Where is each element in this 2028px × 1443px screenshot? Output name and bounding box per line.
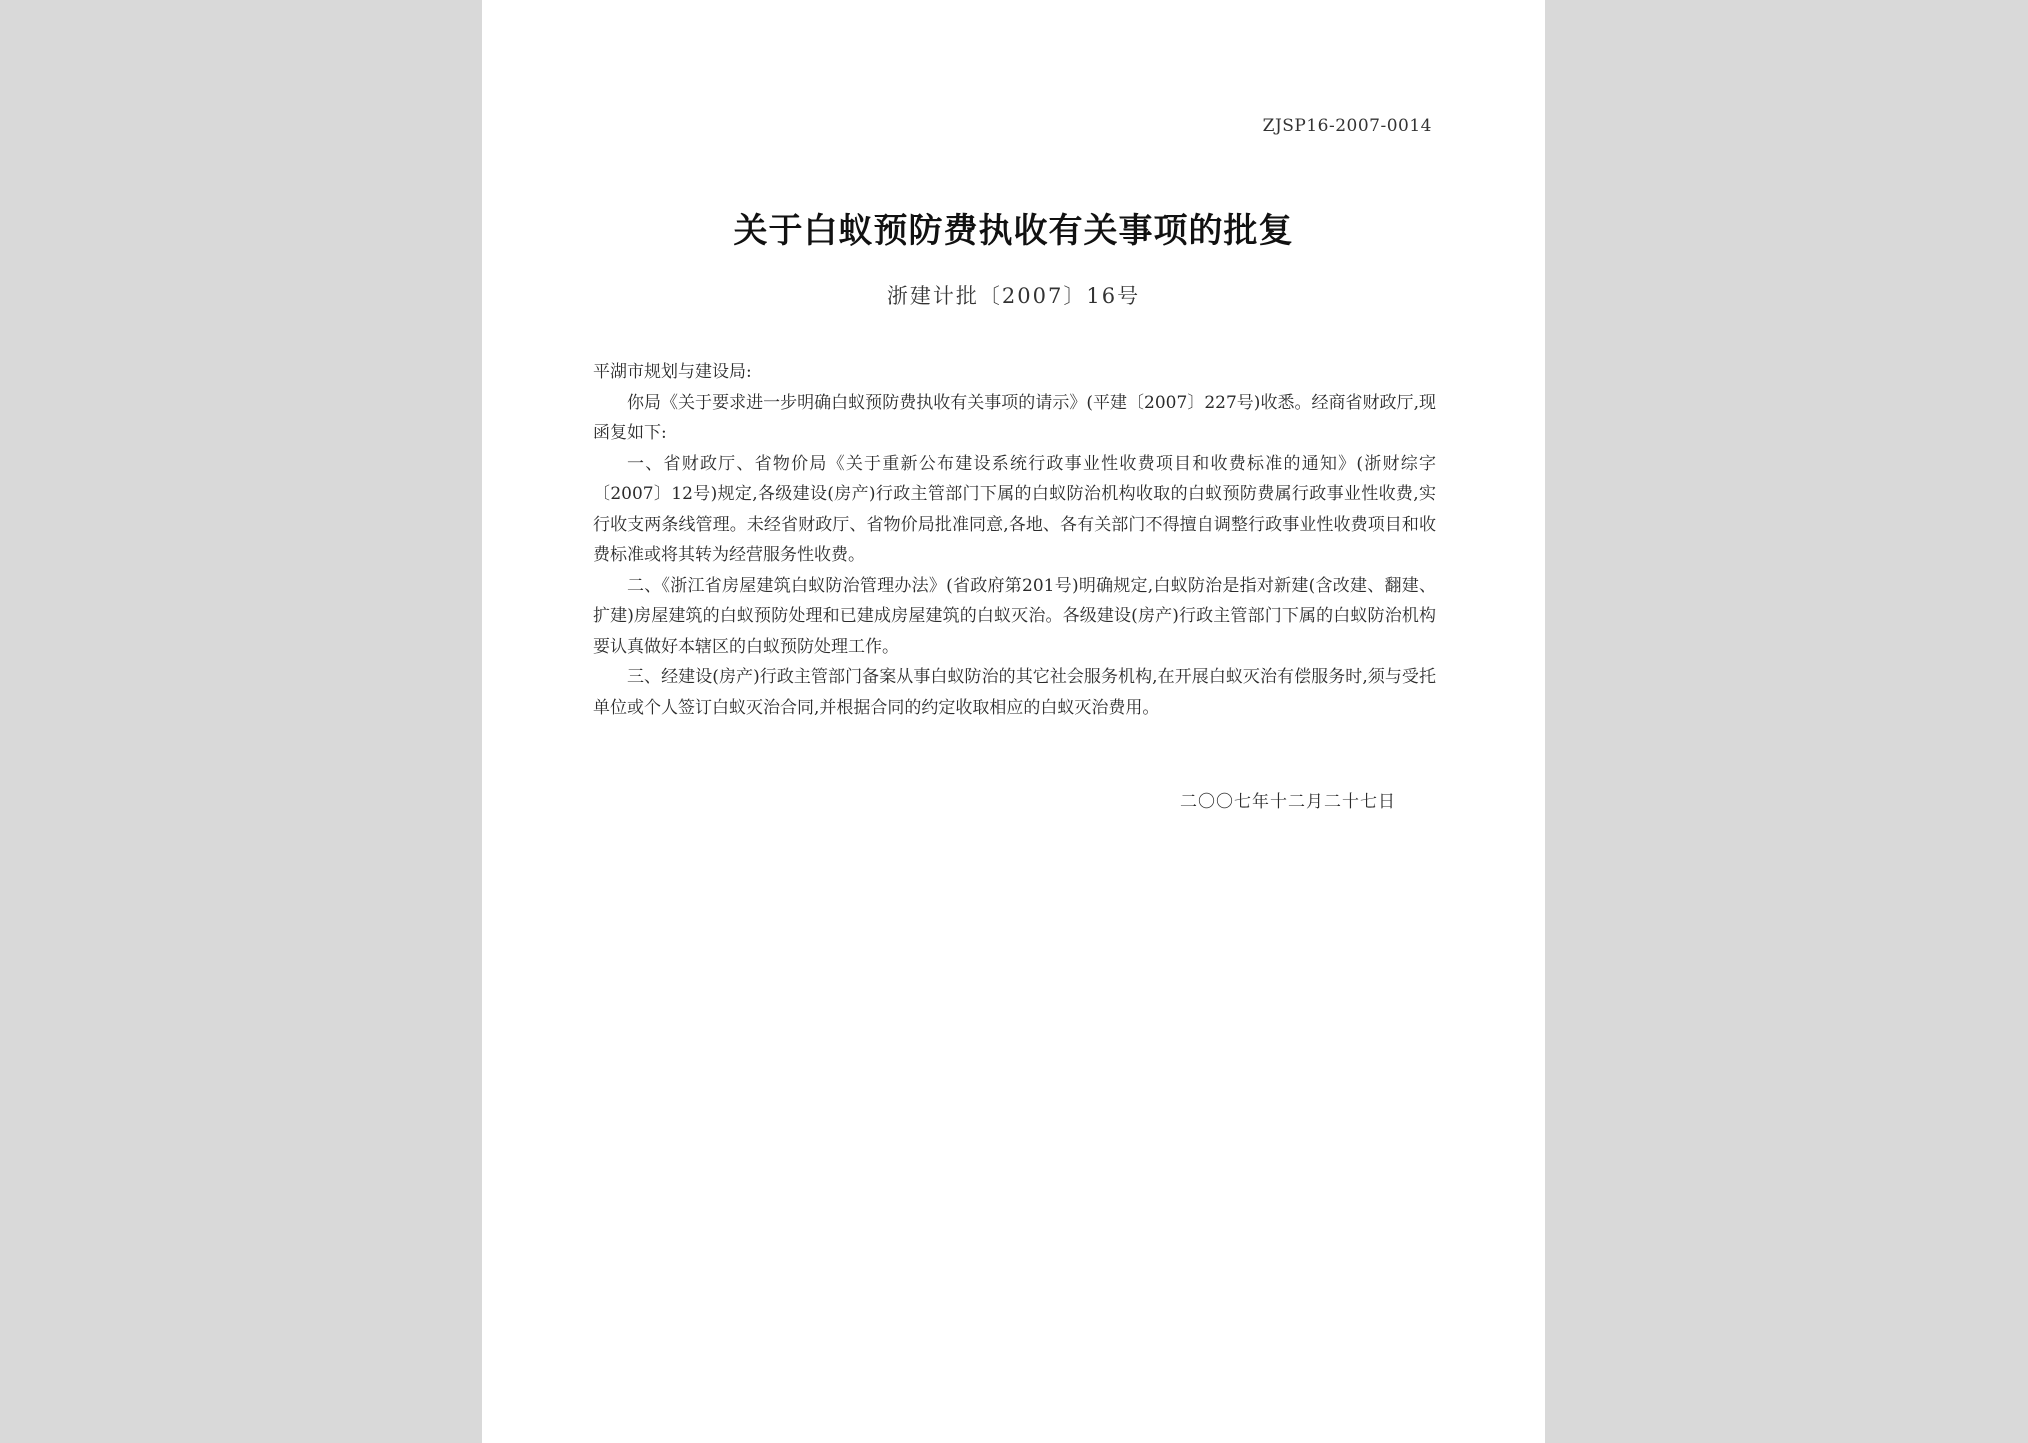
- document-code: ZJSP16-2007-0014: [1262, 116, 1432, 136]
- document-number: 浙建计批〔2007〕16号: [886, 284, 1141, 308]
- addressee: 平湖市规划与建设局:: [593, 362, 752, 382]
- paragraph-three: 三、经建设(房产)行政主管部门备案从事白蚁防治的其它社会服务机构,在开展白蚁灭治有偿服务时,须与受托单位或个人签订白蚁灭治合同,并根据合同的约定收取相应的白蚁灭治费用。: [593, 667, 1436, 718]
- document-date: 二〇〇七年十二月二十七日: [1180, 792, 1396, 812]
- document-title: 关于白蚁预防费执收有关事项的批复: [733, 211, 1294, 251]
- document-page: [482, 0, 1545, 1443]
- paragraph-intro: 你局《关于要求进一步明确白蚁预防费执收有关事项的请示》(平建〔2007〕227号)收悉。经商省财政厅,现函复如下:: [593, 392, 1436, 443]
- document-body: [593, 357, 1436, 723]
- paragraph-two: 二、《浙江省房屋建筑白蚁防治管理办法》(省政府第201号)明确规定,白蚁防治是指对新建(含改建、翻建、扩建)房屋建筑的白蚁预防处理和已建成房屋建筑的白蚁灭治。各级建设(房产)行政主管部门下属的白蚁防治机构要认真做好本辖区的白蚁预防处理工作。: [593, 575, 1436, 657]
- paragraph-one: 一、省财政厅、省物价局《关于重新公布建设系统行政事业性收费项目和收费标准的通知》(浙财综字〔2007〕12号)规定,各级建设(房产)行政主管部门下属的白蚁防治机构收取的白蚁预防费属行政事业性收费,实行收支两条线管理。未经省财政厅、省物价局批准同意,各地、各有关部门不得擅自调整行政事业性收费项目和收费标准或将其转为经营服务性收费。: [593, 453, 1436, 565]
